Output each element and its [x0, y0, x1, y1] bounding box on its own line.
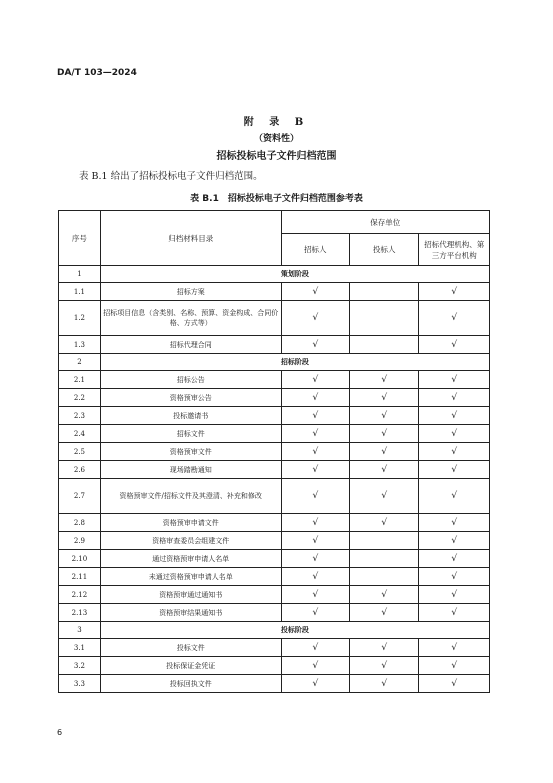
checkmark-icon: √ [381, 410, 388, 421]
unit-c-cell [419, 389, 490, 407]
table-row [59, 425, 490, 443]
stage-name: 招标阶段 [100, 354, 489, 371]
stage-name: 策划阶段 [100, 266, 489, 283]
row-number: 1 [59, 266, 101, 283]
row-number: 1.3 [59, 336, 101, 354]
unit-b-cell [350, 461, 419, 479]
row-number: 2.5 [59, 443, 101, 461]
material-name: 投标文件 [100, 639, 281, 657]
appendix-title: 附 录 B [243, 117, 310, 128]
unit-c-cell [419, 568, 490, 586]
checkmark-icon: √ [451, 428, 458, 439]
checkmark-icon: √ [451, 553, 458, 564]
header-unit-b: 投标人 [350, 234, 419, 266]
unit-b-cell [350, 604, 419, 622]
unit-b-cell [350, 443, 419, 461]
checkmark-icon: √ [312, 446, 319, 457]
checkmark-icon: √ [312, 374, 319, 385]
unit-b-cell [350, 407, 419, 425]
unit-a-cell [281, 639, 349, 657]
row-number: 2.4 [59, 425, 101, 443]
checkmark-icon: √ [451, 339, 458, 350]
checkmark-icon: √ [312, 339, 319, 350]
archive-scope-table [58, 210, 490, 693]
unit-c-cell [419, 371, 490, 389]
checkmark-icon: √ [451, 286, 458, 297]
material-name: 现场踏勘通知 [100, 461, 281, 479]
checkmark-icon: √ [451, 642, 458, 653]
checkmark-icon: √ [451, 313, 458, 323]
row-number: 1.1 [59, 283, 101, 301]
unit-a-cell [281, 657, 349, 675]
checkmark-icon: √ [312, 464, 319, 475]
table-row [59, 550, 490, 568]
unit-a-cell [281, 586, 349, 604]
unit-c-cell [419, 283, 490, 301]
unit-b-cell [350, 336, 419, 354]
material-name: 投标保证金凭证 [100, 657, 281, 675]
checkmark-icon: √ [312, 491, 319, 501]
row-number: 3.3 [59, 675, 101, 693]
unit-a-cell [281, 514, 349, 532]
material-name: 资格预审文件 [100, 443, 281, 461]
unit-a-cell [281, 301, 349, 336]
header-unit-c: 招标代理机构、第三方平台机构 [419, 234, 490, 266]
unit-c-cell [419, 514, 490, 532]
material-name: 招标文件 [100, 425, 281, 443]
checkmark-icon: √ [312, 660, 319, 671]
checkmark-icon: √ [451, 589, 458, 600]
checkmark-icon: √ [312, 313, 319, 323]
unit-b-cell [350, 639, 419, 657]
material-name: 招标项目信息（含类别、名称、预算、资金构成、合同价格、方式等） [100, 301, 281, 336]
table-row [59, 301, 490, 336]
unit-a-cell [281, 336, 349, 354]
unit-b-cell [350, 514, 419, 532]
unit-a-cell [281, 443, 349, 461]
unit-c-cell [419, 657, 490, 675]
checkmark-icon: √ [312, 607, 319, 618]
checkmark-icon: √ [312, 553, 319, 564]
unit-c-cell [419, 443, 490, 461]
table-body [59, 266, 490, 693]
row-number: 3 [59, 622, 101, 639]
row-number: 2.12 [59, 586, 101, 604]
unit-b-cell [350, 283, 419, 301]
unit-b-cell [350, 657, 419, 675]
checkmark-icon: √ [381, 678, 388, 689]
material-name: 通过资格预审申请人名单 [100, 550, 281, 568]
unit-a-cell [281, 479, 349, 514]
header-unit-a: 招标人 [281, 234, 349, 266]
stage-row [59, 266, 490, 283]
checkmark-icon: √ [381, 374, 388, 385]
unit-a-cell [281, 371, 349, 389]
checkmark-icon: √ [312, 571, 319, 582]
checkmark-icon: √ [312, 517, 319, 528]
appendix-type: （资料性） [253, 134, 299, 144]
row-number: 2.3 [59, 407, 101, 425]
unit-b-cell [350, 532, 419, 550]
unit-a-cell [281, 389, 349, 407]
unit-c-cell [419, 550, 490, 568]
checkmark-icon: √ [451, 678, 458, 689]
row-number: 3.2 [59, 657, 101, 675]
table-row [59, 389, 490, 407]
unit-c-cell [419, 586, 490, 604]
checkmark-icon: √ [312, 678, 319, 689]
unit-a-cell [281, 425, 349, 443]
unit-a-cell [281, 568, 349, 586]
table-row [59, 675, 490, 693]
row-number: 2.13 [59, 604, 101, 622]
material-name: 招标公告 [100, 371, 281, 389]
table-row [59, 639, 490, 657]
unit-b-cell [350, 371, 419, 389]
table-row [59, 443, 490, 461]
unit-a-cell [281, 532, 349, 550]
material-name: 资格预审文件/招标文件及其澄清、补充和修改 [100, 479, 281, 514]
checkmark-icon: √ [451, 660, 458, 671]
unit-b-cell [350, 568, 419, 586]
checkmark-icon: √ [451, 517, 458, 528]
table-row [59, 407, 490, 425]
document-code: DA/T 103—2024 [57, 68, 137, 78]
table-row [59, 532, 490, 550]
unit-c-cell [419, 532, 490, 550]
unit-c-cell [419, 479, 490, 514]
row-number: 3.1 [59, 639, 101, 657]
unit-b-cell [350, 586, 419, 604]
header-name: 归档材料目录 [100, 211, 281, 266]
checkmark-icon: √ [312, 410, 319, 421]
stage-row [59, 354, 490, 371]
checkmark-icon: √ [312, 642, 319, 653]
table-row [59, 568, 490, 586]
row-number: 2.7 [59, 479, 101, 514]
unit-c-cell [419, 639, 490, 657]
checkmark-icon: √ [312, 428, 319, 439]
table-row [59, 604, 490, 622]
checkmark-icon: √ [381, 428, 388, 439]
material-name: 投标回执文件 [100, 675, 281, 693]
checkmark-icon: √ [312, 286, 319, 297]
checkmark-icon: √ [312, 392, 319, 403]
row-number: 2 [59, 354, 101, 371]
stage-row [59, 622, 490, 639]
table-row [59, 479, 490, 514]
appendix-subject: 招标投标电子文件归档范围 [216, 151, 337, 162]
checkmark-icon: √ [381, 642, 388, 653]
unit-a-cell [281, 461, 349, 479]
checkmark-icon: √ [451, 571, 458, 582]
checkmark-icon: √ [451, 374, 458, 385]
unit-c-cell [419, 604, 490, 622]
unit-c-cell [419, 675, 490, 693]
unit-a-cell [281, 407, 349, 425]
stage-name: 投标阶段 [100, 622, 489, 639]
checkmark-icon: √ [451, 491, 458, 501]
checkmark-icon: √ [381, 491, 388, 501]
intro-paragraph: 表 B.1 给出了招标投标电子文件归档范围。 [79, 171, 263, 182]
table-row [59, 657, 490, 675]
checkmark-icon: √ [312, 535, 319, 546]
unit-a-cell [281, 675, 349, 693]
header-unit: 保存单位 [281, 211, 489, 234]
checkmark-icon: √ [381, 517, 388, 528]
header-no: 序号 [59, 211, 101, 266]
unit-a-cell [281, 604, 349, 622]
checkmark-icon: √ [381, 446, 388, 457]
unit-a-cell [281, 550, 349, 568]
table-row [59, 283, 490, 301]
row-number: 2.2 [59, 389, 101, 407]
table-row [59, 371, 490, 389]
table-row [59, 336, 490, 354]
unit-c-cell [419, 461, 490, 479]
material-name: 招标代理合同 [100, 336, 281, 354]
checkmark-icon: √ [451, 410, 458, 421]
unit-b-cell [350, 550, 419, 568]
row-number: 2.11 [59, 568, 101, 586]
checkmark-icon: √ [381, 392, 388, 403]
checkmark-icon: √ [451, 607, 458, 618]
table-row [59, 586, 490, 604]
row-number: 2.8 [59, 514, 101, 532]
checkmark-icon: √ [451, 535, 458, 546]
unit-b-cell [350, 479, 419, 514]
table-caption: 表 B.1 招标投标电子文件归档范围参考表 [190, 194, 363, 204]
checkmark-icon: √ [381, 464, 388, 475]
row-number: 1.2 [59, 301, 101, 336]
checkmark-icon: √ [451, 392, 458, 403]
unit-c-cell [419, 407, 490, 425]
material-name: 资格预审申请文件 [100, 514, 281, 532]
unit-a-cell [281, 283, 349, 301]
unit-c-cell [419, 336, 490, 354]
checkmark-icon: √ [381, 660, 388, 671]
checkmark-icon: √ [451, 464, 458, 475]
checkmark-icon: √ [381, 607, 388, 618]
checkmark-icon: √ [312, 589, 319, 600]
unit-b-cell [350, 425, 419, 443]
row-number: 2.6 [59, 461, 101, 479]
material-name: 资格预审结果通知书 [100, 604, 281, 622]
material-name: 资格预审通过通知书 [100, 586, 281, 604]
material-name: 招标方案 [100, 283, 281, 301]
unit-b-cell [350, 675, 419, 693]
checkmark-icon: √ [381, 589, 388, 600]
row-number: 2.10 [59, 550, 101, 568]
page-number: 6 [57, 728, 63, 737]
checkmark-icon: √ [451, 446, 458, 457]
material-name: 投标邀请书 [100, 407, 281, 425]
material-name: 资格审查委员会组建文件 [100, 532, 281, 550]
row-number: 2.1 [59, 371, 101, 389]
row-number: 2.9 [59, 532, 101, 550]
unit-c-cell [419, 425, 490, 443]
unit-c-cell [419, 301, 490, 336]
table-row [59, 514, 490, 532]
table-row [59, 461, 490, 479]
unit-b-cell [350, 389, 419, 407]
material-name: 未通过资格预审申请人名单 [100, 568, 281, 586]
material-name: 资格预审公告 [100, 389, 281, 407]
unit-b-cell [350, 301, 419, 336]
